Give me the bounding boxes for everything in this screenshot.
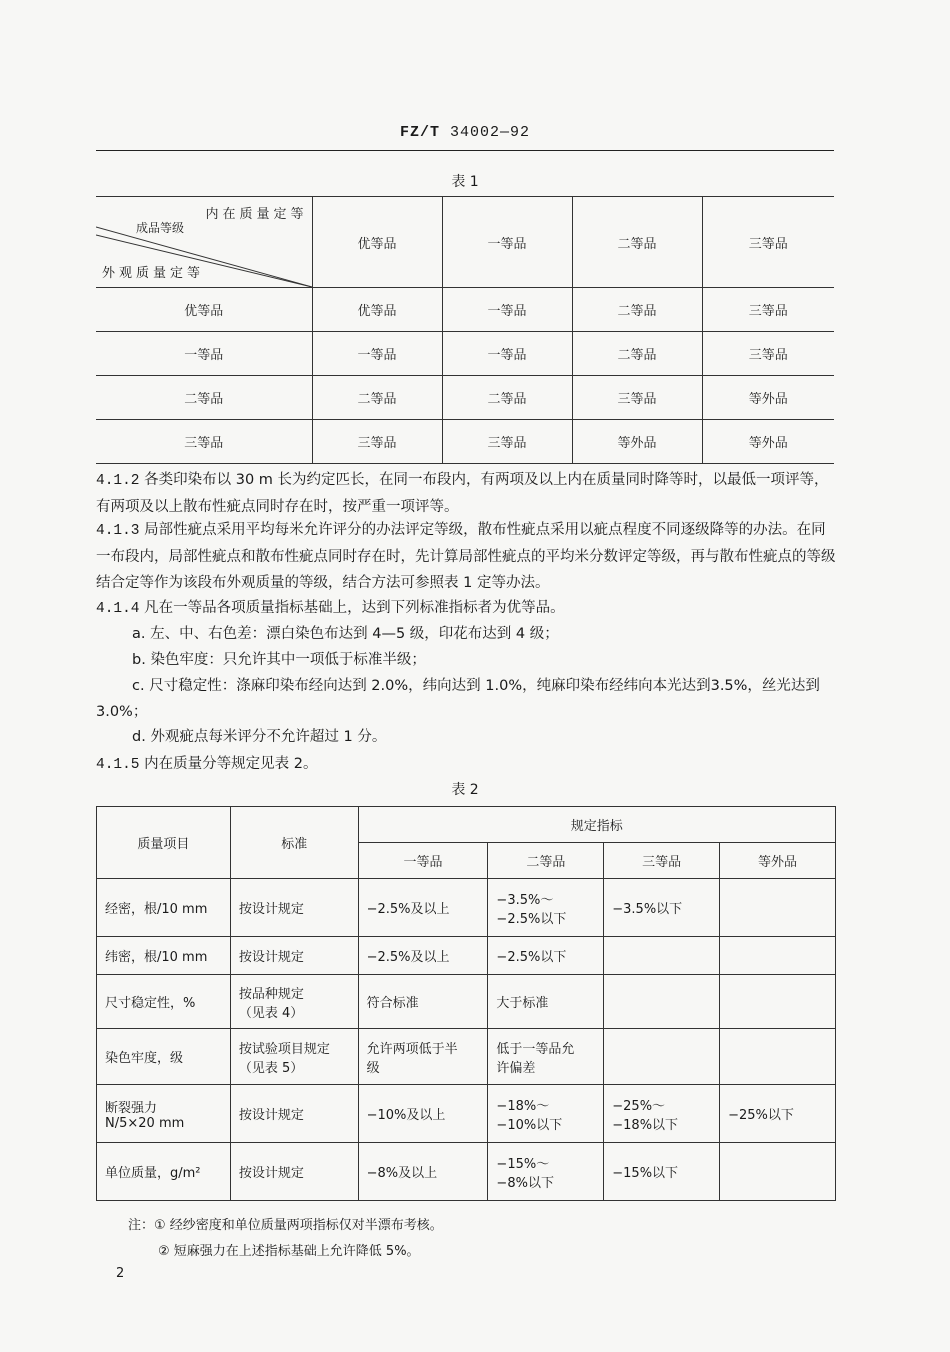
grade-header: 二等品 bbox=[488, 843, 604, 879]
grade2-value bbox=[488, 879, 604, 937]
grade3-value bbox=[604, 1085, 720, 1143]
header-standard: 标准 bbox=[230, 807, 358, 879]
section-4-1-5 bbox=[96, 751, 836, 778]
item-text: 尺寸稳定性：涤麻印染布经向达到 2.0%，纬向达到 1.0%，纯麻印染布经纬向本光达到3.5%，丝光达到 3.0%； bbox=[96, 678, 820, 720]
table-cell: 一等品 bbox=[442, 288, 572, 332]
grade3-value bbox=[604, 1029, 720, 1085]
list-item-b bbox=[96, 647, 836, 673]
table-cell: 一等品 bbox=[442, 332, 572, 376]
section-text: 凡在一等品各项质量指标基础上，达到下列标准指标者为优等品。 bbox=[144, 600, 565, 616]
diag-label-intrinsic: 内在质量定等 bbox=[205, 207, 308, 222]
table2-caption: 表 2 bbox=[451, 782, 479, 798]
standard: 按设计规定 bbox=[230, 1143, 358, 1201]
standard: 按设计规定 bbox=[230, 937, 358, 975]
page-number: 2 bbox=[116, 1266, 125, 1281]
note-1: 注：① 经纱密度和单位质量两项指标仅对半漂布考核。 bbox=[128, 1218, 443, 1233]
grade2-line1: 低于一等品允 bbox=[496, 1041, 575, 1057]
standard-code: FZ/T bbox=[399, 124, 440, 141]
table-row bbox=[96, 288, 834, 332]
grade1-line2: 级 bbox=[366, 1060, 380, 1076]
table-row bbox=[96, 332, 834, 376]
list-item-d bbox=[96, 724, 836, 750]
row-label: 二等品 bbox=[96, 376, 312, 420]
table-row bbox=[97, 937, 836, 975]
table-cell: 三等品 bbox=[442, 420, 572, 464]
table-cell: 等外品 bbox=[572, 420, 702, 464]
grade1-value bbox=[358, 1029, 488, 1085]
grade3-value: −15%以下 bbox=[604, 1143, 720, 1201]
table-cell: 三等品 bbox=[312, 420, 442, 464]
table-row bbox=[96, 420, 834, 464]
quality-item: 尺寸稳定性，% bbox=[97, 975, 231, 1029]
grade2-line1: −3.5%～ bbox=[496, 892, 554, 908]
table2-header-row bbox=[97, 807, 836, 843]
grade-header: 等外品 bbox=[720, 843, 836, 879]
grade4-value bbox=[720, 975, 836, 1029]
standard-line1: 按品种规定 bbox=[238, 986, 304, 1002]
row-label: 一等品 bbox=[96, 332, 312, 376]
table-cell: 等外品 bbox=[702, 420, 834, 464]
row-label: 优等品 bbox=[96, 288, 312, 332]
grade4-value: −25%以下 bbox=[720, 1085, 836, 1143]
section-4-1-2 bbox=[96, 467, 836, 520]
grade1-value: −2.5%及以上 bbox=[358, 879, 488, 937]
standard: 按设计规定 bbox=[230, 1085, 358, 1143]
grade4-value bbox=[720, 879, 836, 937]
quality-item: 染色牢度，级 bbox=[97, 1029, 231, 1085]
table-cell: 二等品 bbox=[572, 332, 702, 376]
intrinsic-quality-table bbox=[96, 806, 836, 1201]
section-text: 各类印染布以 30 m 长为约定匹长，在同一布段内，有两项及以上内在质量同时降等时，以最低一项评等，有两项及以上散布性疵点同时存在时，按严重一项评等。 bbox=[96, 472, 829, 515]
diagonal-header-cell bbox=[96, 197, 312, 288]
section-text: 局部性疵点采用平均每米允许评分的办法评定等级，散布性疵点采用以疵点程度不同逐级降等的办法。在同一布段内，局部性疵点和散布性疵点同时存在时，先计算局部性疵点的平均米分数评定等级，再与散布性疵点的等级结合定等作为该段布外观质量的等级，结合方法可参照表 1 定等办法。 bbox=[96, 522, 836, 591]
item-text: 左、中、右色差：漂白染色布达到 4—5 级，印花布达到 4 级； bbox=[150, 626, 559, 642]
list-item-c bbox=[96, 673, 836, 725]
grade4-value bbox=[720, 1143, 836, 1201]
section-number: 4.1.5 bbox=[96, 757, 140, 773]
quality-item: 纬密，根/10 mm bbox=[97, 937, 231, 975]
grade2-value bbox=[488, 1029, 604, 1085]
item-line1: 断裂强力 bbox=[105, 1100, 158, 1116]
grade2-line2: −2.5%以下 bbox=[496, 911, 567, 927]
diag-label-product-grade: 成品等级 bbox=[136, 221, 185, 235]
item-label: d. bbox=[132, 729, 146, 745]
table-cell: 优等品 bbox=[312, 288, 442, 332]
table-cell: 二等品 bbox=[572, 288, 702, 332]
list-item-a bbox=[96, 621, 836, 647]
standard-line2: （见表 5） bbox=[238, 1060, 304, 1076]
table-row bbox=[97, 975, 836, 1029]
table-row bbox=[96, 376, 834, 420]
header-quality-item: 质量项目 bbox=[97, 807, 231, 879]
grade4-value bbox=[720, 937, 836, 975]
table-row bbox=[97, 879, 836, 937]
quality-item: 单位质量，g/m² bbox=[97, 1143, 231, 1201]
grade2-line1: −15%～ bbox=[496, 1156, 550, 1172]
item-line2: N/5×20 mm bbox=[105, 1115, 185, 1131]
grade4-value bbox=[720, 1029, 836, 1085]
header-rule bbox=[96, 150, 834, 151]
section-text: 内在质量分等规定见表 2。 bbox=[144, 756, 318, 772]
table-cell: 三等品 bbox=[702, 288, 834, 332]
item-label: b. bbox=[132, 652, 146, 668]
standard-line2: （见表 4） bbox=[238, 1005, 304, 1021]
quality-item bbox=[97, 1085, 231, 1143]
note-2: ② 短麻强力在上述指标基础上允许降低 5%。 bbox=[158, 1244, 420, 1259]
grade3-value bbox=[604, 975, 720, 1029]
item-text: 染色牢度：只允许其中一项低于标准半级； bbox=[150, 652, 426, 668]
standard bbox=[230, 1029, 358, 1085]
col-header: 优等品 bbox=[312, 197, 442, 288]
diag-label-appearance: 外观质量定等 bbox=[102, 266, 205, 281]
grade1-value: −8%及以上 bbox=[358, 1143, 488, 1201]
grade2-line1: −18%～ bbox=[496, 1098, 550, 1114]
item-text: 外观疵点每米评分不允许超过 1 分。 bbox=[150, 729, 387, 745]
grade1-value: 符合标准 bbox=[358, 975, 488, 1029]
table-cell: 一等品 bbox=[312, 332, 442, 376]
section-4-1-3 bbox=[96, 517, 836, 596]
grade2-line2: −8%以下 bbox=[496, 1175, 554, 1191]
section-4-1-4 bbox=[96, 595, 836, 622]
col-header: 三等品 bbox=[702, 197, 834, 288]
grade2-value: 大于标准 bbox=[488, 975, 604, 1029]
table-row bbox=[97, 1143, 836, 1201]
col-header: 一等品 bbox=[442, 197, 572, 288]
table1-caption: 表 1 bbox=[451, 174, 479, 190]
item-label: a. bbox=[132, 626, 146, 642]
grade-header: 一等品 bbox=[358, 843, 488, 879]
quality-item: 经密，根/10 mm bbox=[97, 879, 231, 937]
standard: 按设计规定 bbox=[230, 879, 358, 937]
section-number: 4.1.4 bbox=[96, 601, 140, 617]
grade1-value: −10%及以上 bbox=[358, 1085, 488, 1143]
standard-line1: 按试验项目规定 bbox=[238, 1041, 330, 1057]
table-row bbox=[97, 1085, 836, 1143]
standard-number: 34002—92 bbox=[450, 124, 531, 141]
document-header bbox=[96, 124, 834, 141]
grade1-line1: 允许两项低于半 bbox=[366, 1041, 458, 1057]
grade2-value: −2.5%以下 bbox=[488, 937, 604, 975]
row-label: 三等品 bbox=[96, 420, 312, 464]
col-header: 二等品 bbox=[572, 197, 702, 288]
table-cell: 三等品 bbox=[572, 376, 702, 420]
grade3-value: −3.5%以下 bbox=[604, 879, 720, 937]
table-cell: 三等品 bbox=[702, 332, 834, 376]
standard bbox=[230, 975, 358, 1029]
grade2-line2: −10%以下 bbox=[496, 1117, 563, 1133]
header-specified-index: 规定指标 bbox=[358, 807, 835, 843]
grade1-value: −2.5%及以上 bbox=[358, 937, 488, 975]
grade3-value bbox=[604, 937, 720, 975]
table-row bbox=[97, 1029, 836, 1085]
grade2-value bbox=[488, 1143, 604, 1201]
grade2-line2: 许偏差 bbox=[496, 1060, 536, 1076]
table-cell: 二等品 bbox=[312, 376, 442, 420]
section-number: 4.1.2 bbox=[96, 473, 140, 489]
grade3-line1: −25%～ bbox=[612, 1098, 666, 1114]
table1-header-row bbox=[96, 197, 834, 288]
grade-header: 三等品 bbox=[604, 843, 720, 879]
section-number: 4.1.3 bbox=[96, 523, 140, 539]
item-label: c. bbox=[132, 678, 145, 694]
table-cell: 等外品 bbox=[702, 376, 834, 420]
grade3-line2: −18%以下 bbox=[612, 1117, 679, 1133]
grade-combination-table bbox=[96, 196, 834, 464]
table-cell: 二等品 bbox=[442, 376, 572, 420]
grade2-value bbox=[488, 1085, 604, 1143]
